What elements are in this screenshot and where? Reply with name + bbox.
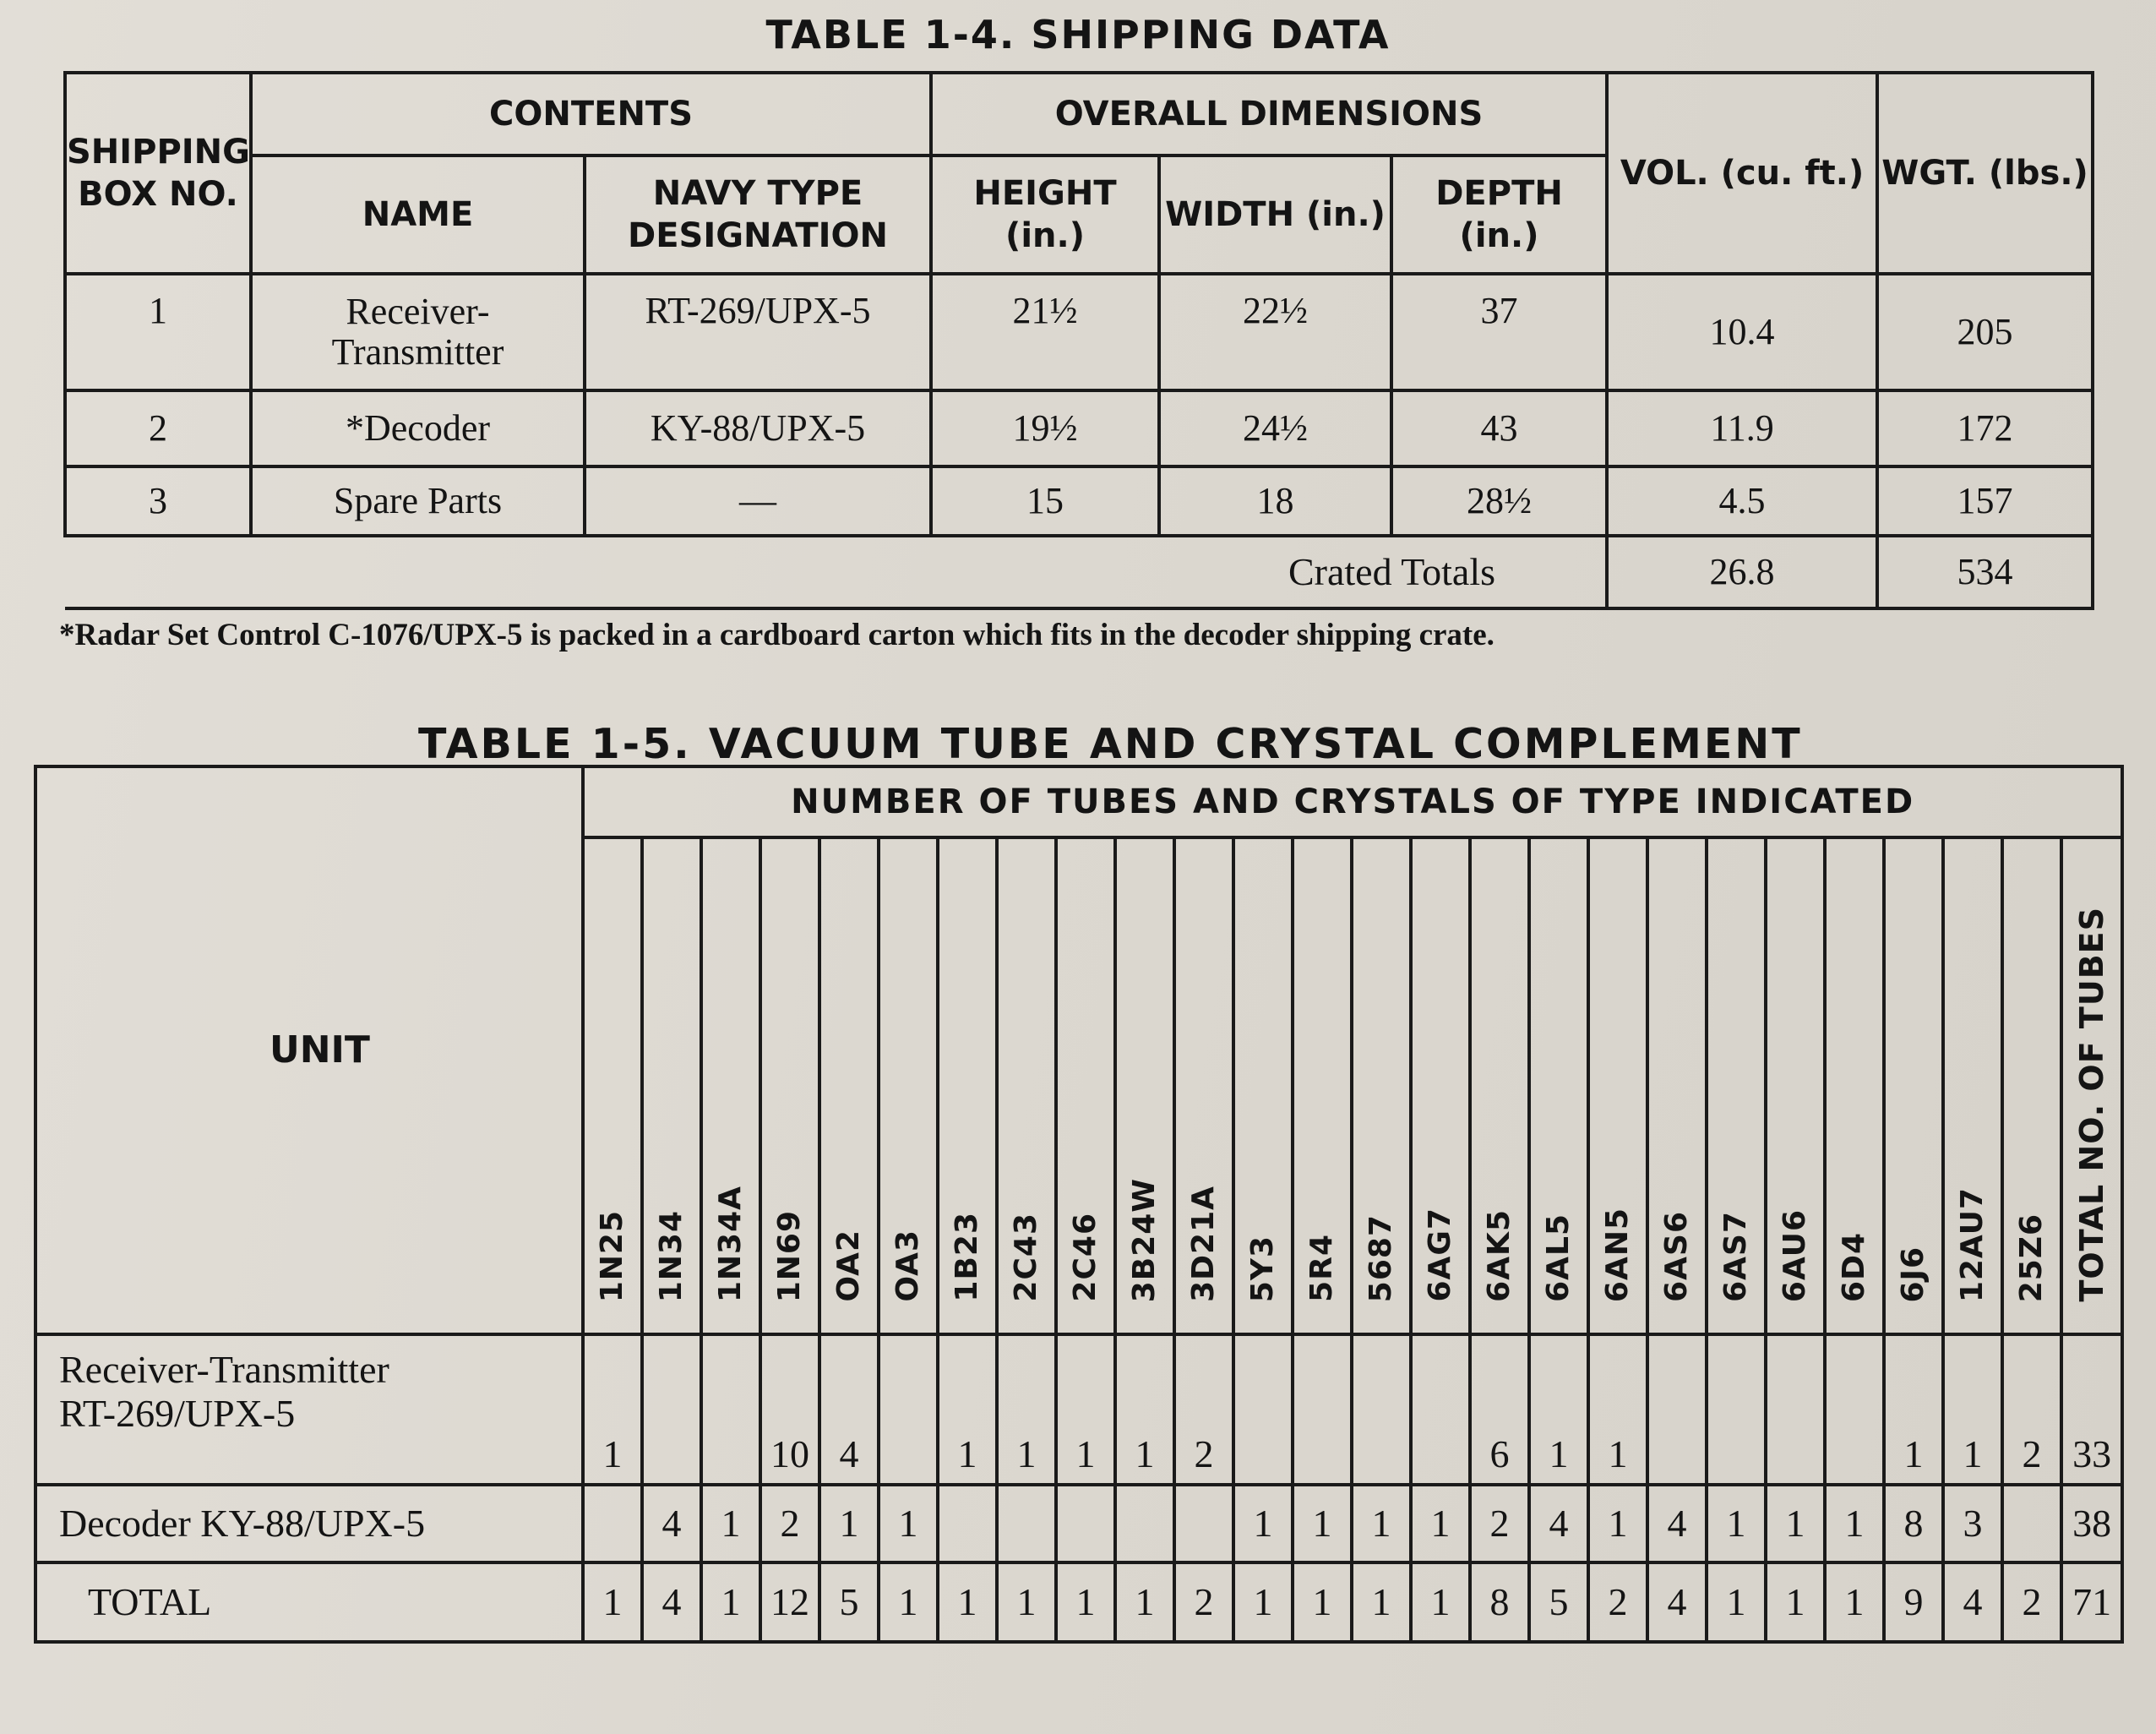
header-tube-type — [1293, 837, 1352, 1334]
cell-designation: RT-269/UPX-5 — [585, 274, 931, 390]
tube-count-cell: 1 — [1766, 1485, 1825, 1562]
header-tube-type — [1529, 837, 1588, 1334]
cell-vol: 10.4 — [1607, 274, 1877, 390]
footnote: *Radar Set Control C-1076/UPX-5 is packed in a cardboard carton which fits in the decoder shipping crate. — [59, 618, 1494, 652]
shipping-data-table — [63, 71, 2094, 610]
tube-count-cell: 1 — [1233, 1485, 1293, 1562]
header-tube-type-label: 5687 — [1364, 1213, 1398, 1302]
header-tube-type — [642, 837, 701, 1334]
table-row — [65, 466, 2093, 536]
header-tube-type-label: 6D4 — [1837, 1232, 1871, 1302]
header-tube-type — [1825, 837, 1884, 1334]
tube-count-cell: 1 — [1056, 1334, 1115, 1485]
cell-width: 24½ — [1159, 390, 1391, 466]
tube-count-cell — [1647, 1334, 1707, 1485]
header-tube-type — [1352, 837, 1411, 1334]
tube-count-cell: 1 — [1884, 1334, 1943, 1485]
header-tube-type-label: 5R4 — [1304, 1234, 1339, 1302]
tube-count-cell: 1 — [997, 1334, 1056, 1485]
header-name: NAME — [251, 155, 585, 274]
header-tube-type-label: 6AN5 — [1600, 1207, 1635, 1302]
header-width: WIDTH (in.) — [1159, 155, 1391, 274]
tube-count-cell — [1411, 1334, 1470, 1485]
header-tube-type — [1766, 837, 1825, 1334]
header-tube-type — [1707, 837, 1766, 1334]
tube-count-cell: 8 — [1884, 1485, 1943, 1562]
tube-count-cell: 1 — [1943, 1334, 2002, 1485]
header-tube-type-label: 3B24W — [1127, 1177, 1162, 1302]
tube-count-cell: 4 — [1647, 1485, 1707, 1562]
total-tubes-cell: 33 — [2061, 1334, 2122, 1485]
header-tube-type — [1411, 837, 1470, 1334]
header-tube-type — [1470, 837, 1529, 1334]
cell-wgt: 205 — [1877, 274, 2093, 390]
header-contents: CONTENTS — [251, 73, 931, 155]
tube-count-cell — [1293, 1334, 1352, 1485]
tube-count-cell: 2 — [2002, 1562, 2061, 1642]
tube-count-cell — [1352, 1334, 1411, 1485]
header-tube-type — [1174, 837, 1233, 1334]
tube-count-cell — [997, 1485, 1056, 1562]
tube-count-cell: 1 — [879, 1562, 938, 1642]
header-tube-type-label: 6J6 — [1896, 1246, 1930, 1302]
cell-designation: KY-88/UPX-5 — [585, 390, 931, 466]
header-tube-type-label: 6AU6 — [1778, 1208, 1812, 1302]
header-navy-type: NAVY TYPE DESIGNATION — [585, 155, 931, 274]
tube-count-cell — [1766, 1334, 1825, 1485]
table-row — [65, 390, 2093, 466]
header-height: HEIGHT (in.) — [931, 155, 1159, 274]
tube-count-cell: 1 — [938, 1562, 997, 1642]
tube-count-cell: 5 — [1529, 1562, 1588, 1642]
cell-name: Receiver- Transmitter — [251, 274, 585, 390]
header-tube-type — [2002, 837, 2061, 1334]
header-tube-type — [879, 837, 938, 1334]
cell-wgt: 172 — [1877, 390, 2093, 466]
total-tubes-cell: 38 — [2061, 1485, 2122, 1562]
crated-total-vol: 26.8 — [1607, 536, 1877, 608]
tube-count-cell: 10 — [760, 1334, 819, 1485]
tube-count-cell: 1 — [1293, 1562, 1352, 1642]
header-total-tubes-label: TOTAL NO. OF TUBES — [2073, 907, 2111, 1302]
header-tube-type — [1233, 837, 1293, 1334]
header-tube-type — [819, 837, 879, 1334]
header-tube-type — [1056, 837, 1115, 1334]
header-tube-type-label: 1N25 — [595, 1209, 629, 1302]
tube-count-cell — [1233, 1334, 1293, 1485]
header-tube-type-label: 1N69 — [772, 1209, 807, 1302]
tube-count-cell — [1707, 1334, 1766, 1485]
header-tube-type-label: 5Y3 — [1245, 1235, 1280, 1302]
tube-count-cell: 6 — [1470, 1334, 1529, 1485]
cell-width: 22½ — [1159, 274, 1391, 390]
tube-count-cell: 1 — [879, 1485, 938, 1562]
tube-count-cell — [1825, 1334, 1884, 1485]
totals-row — [65, 536, 2093, 608]
unit-receiver-transmitter: Receiver-Transmitter RT-269/UPX-5 — [35, 1334, 583, 1485]
tube-count-cell: 1 — [1588, 1334, 1647, 1485]
header-tube-type — [938, 837, 997, 1334]
tube-count-cell: 2 — [1174, 1334, 1233, 1485]
tube-count-cell: 5 — [819, 1562, 879, 1642]
header-tube-type — [1647, 837, 1707, 1334]
unit-total: TOTAL — [35, 1562, 583, 1642]
tube-count-cell: 1 — [1233, 1562, 1293, 1642]
header-depth: DEPTH (in.) — [1391, 155, 1607, 274]
unit-decoder: Decoder KY-88/UPX-5 — [35, 1485, 583, 1562]
tube-count-cell: 1 — [1707, 1485, 1766, 1562]
tube-count-cell: 1 — [1115, 1334, 1174, 1485]
header-tube-type — [583, 837, 642, 1334]
tube-count-cell: 9 — [1884, 1562, 1943, 1642]
table-1-4-title: TABLE 1-4. SHIPPING DATA — [765, 12, 1391, 57]
header-overall-dimensions: OVERALL DIMENSIONS — [931, 73, 1607, 155]
tube-count-cell: 4 — [642, 1485, 701, 1562]
tube-count-cell: 3 — [1943, 1485, 2002, 1562]
tube-count-cell — [583, 1485, 642, 1562]
cell-height: 21½ — [931, 274, 1159, 390]
header-tube-type-label: 1N34 — [654, 1209, 689, 1302]
tube-count-cell — [1174, 1485, 1233, 1562]
tube-count-cell: 12 — [760, 1562, 819, 1642]
header-tube-type-label: OA2 — [831, 1230, 866, 1302]
header-tube-type — [1588, 837, 1647, 1334]
tube-count-cell: 1 — [1411, 1485, 1470, 1562]
tube-count-cell: 4 — [642, 1562, 701, 1642]
crated-total-wgt: 534 — [1877, 536, 2093, 608]
tube-count-cell — [938, 1485, 997, 1562]
header-tube-type-label: 6AK5 — [1482, 1209, 1516, 1302]
header-wgt: WGT. (lbs.) — [1877, 73, 2093, 274]
header-tube-type-label: 12AU7 — [1955, 1186, 1990, 1302]
cell-vol: 11.9 — [1607, 390, 1877, 466]
tube-count-cell — [642, 1334, 701, 1485]
cell-depth: 28½ — [1391, 466, 1607, 536]
cell-vol: 4.5 — [1607, 466, 1877, 536]
header-vol: VOL. (cu. ft.) — [1607, 73, 1877, 274]
tube-count-cell: 4 — [1529, 1485, 1588, 1562]
table-row — [35, 1485, 2122, 1562]
tube-count-cell: 2 — [760, 1485, 819, 1562]
tube-count-cell: 2 — [1174, 1562, 1233, 1642]
header-tube-type — [1884, 837, 1943, 1334]
tube-count-cell: 1 — [997, 1562, 1056, 1642]
tube-count-cell: 1 — [701, 1485, 760, 1562]
header-tube-type-label: 1N34A — [713, 1185, 748, 1302]
table-row — [35, 1562, 2122, 1642]
tube-count-cell: 1 — [583, 1334, 642, 1485]
header-tube-type-label: OA3 — [890, 1230, 925, 1302]
tube-count-cell: 1 — [1115, 1562, 1174, 1642]
tube-count-cell: 1 — [1825, 1562, 1884, 1642]
tube-complement-table — [34, 765, 2124, 1644]
tube-count-cell: 4 — [1943, 1562, 2002, 1642]
header-total-tubes — [2061, 837, 2122, 1334]
cell-depth: 37 — [1391, 274, 1607, 390]
cell-designation: — — [585, 466, 931, 536]
crated-totals-label: Crated Totals — [65, 536, 1607, 608]
tube-count-cell: 2 — [2002, 1334, 2061, 1485]
header-tube-type — [701, 837, 760, 1334]
tube-count-cell: 1 — [1588, 1485, 1647, 1562]
tube-count-cell: 1 — [819, 1485, 879, 1562]
cell-box: 2 — [65, 390, 251, 466]
header-tube-type-label: 1B23 — [950, 1212, 984, 1302]
tube-count-cell: 8 — [1470, 1562, 1529, 1642]
cell-wgt: 157 — [1877, 466, 2093, 536]
tube-count-cell — [1115, 1485, 1174, 1562]
tube-count-cell: 4 — [819, 1334, 879, 1485]
tube-count-cell: 1 — [1293, 1485, 1352, 1562]
tube-count-cell: 1 — [1411, 1562, 1470, 1642]
header-tube-type — [997, 837, 1056, 1334]
cell-box: 3 — [65, 466, 251, 536]
cell-height: 15 — [931, 466, 1159, 536]
cell-name: Spare Parts — [251, 466, 585, 536]
header-tube-type-label: 2C43 — [1009, 1213, 1043, 1302]
tube-count-cell: 1 — [1352, 1485, 1411, 1562]
tube-count-cell: 1 — [1352, 1562, 1411, 1642]
header-tube-type-label: 6AS6 — [1659, 1211, 1694, 1302]
header-tube-type-label: 6AS7 — [1718, 1211, 1753, 1302]
tube-count-cell: 1 — [583, 1562, 642, 1642]
cell-box: 1 — [65, 274, 251, 390]
tube-count-cell: 1 — [1529, 1334, 1588, 1485]
total-tubes-cell: 71 — [2061, 1562, 2122, 1642]
header-tube-type-label: 25Z6 — [2014, 1213, 2049, 1302]
header-tube-type-label: 6AL5 — [1541, 1213, 1576, 1302]
header-tube-types-group: NUMBER OF TUBES AND CRYSTALS OF TYPE INDICATED — [583, 766, 2122, 837]
tube-count-cell — [1056, 1485, 1115, 1562]
tube-count-cell — [2002, 1485, 2061, 1562]
header-box-no: SHIPPING BOX NO. — [65, 73, 251, 274]
tube-count-cell: 1 — [1825, 1485, 1884, 1562]
cell-depth: 43 — [1391, 390, 1607, 466]
tube-count-cell: 1 — [1707, 1562, 1766, 1642]
header-unit: UNIT — [35, 766, 583, 1334]
header-tube-type-label: 6AG7 — [1423, 1208, 1457, 1302]
header-tube-type-label: 3D21A — [1186, 1186, 1221, 1302]
table-row — [65, 274, 2093, 390]
tube-count-cell: 2 — [1588, 1562, 1647, 1642]
table-row — [35, 1334, 2122, 1485]
tube-count-cell: 1 — [701, 1562, 760, 1642]
cell-height: 19½ — [931, 390, 1159, 466]
tube-count-cell: 4 — [1647, 1562, 1707, 1642]
cell-name: *Decoder — [251, 390, 585, 466]
cell-width: 18 — [1159, 466, 1391, 536]
header-tube-type — [1115, 837, 1174, 1334]
header-tube-type — [760, 837, 819, 1334]
tube-count-cell — [701, 1334, 760, 1485]
tube-count-cell — [879, 1334, 938, 1485]
header-tube-type — [1943, 837, 2002, 1334]
tube-count-cell: 1 — [1766, 1562, 1825, 1642]
table-1-5-title: TABLE 1-5. VACUUM TUBE AND CRYSTAL COMPLEMENT — [418, 720, 1803, 768]
header-tube-type-label: 2C46 — [1068, 1213, 1102, 1302]
tube-count-cell: 1 — [938, 1334, 997, 1485]
tube-count-cell: 1 — [1056, 1562, 1115, 1642]
tube-count-cell: 2 — [1470, 1485, 1529, 1562]
